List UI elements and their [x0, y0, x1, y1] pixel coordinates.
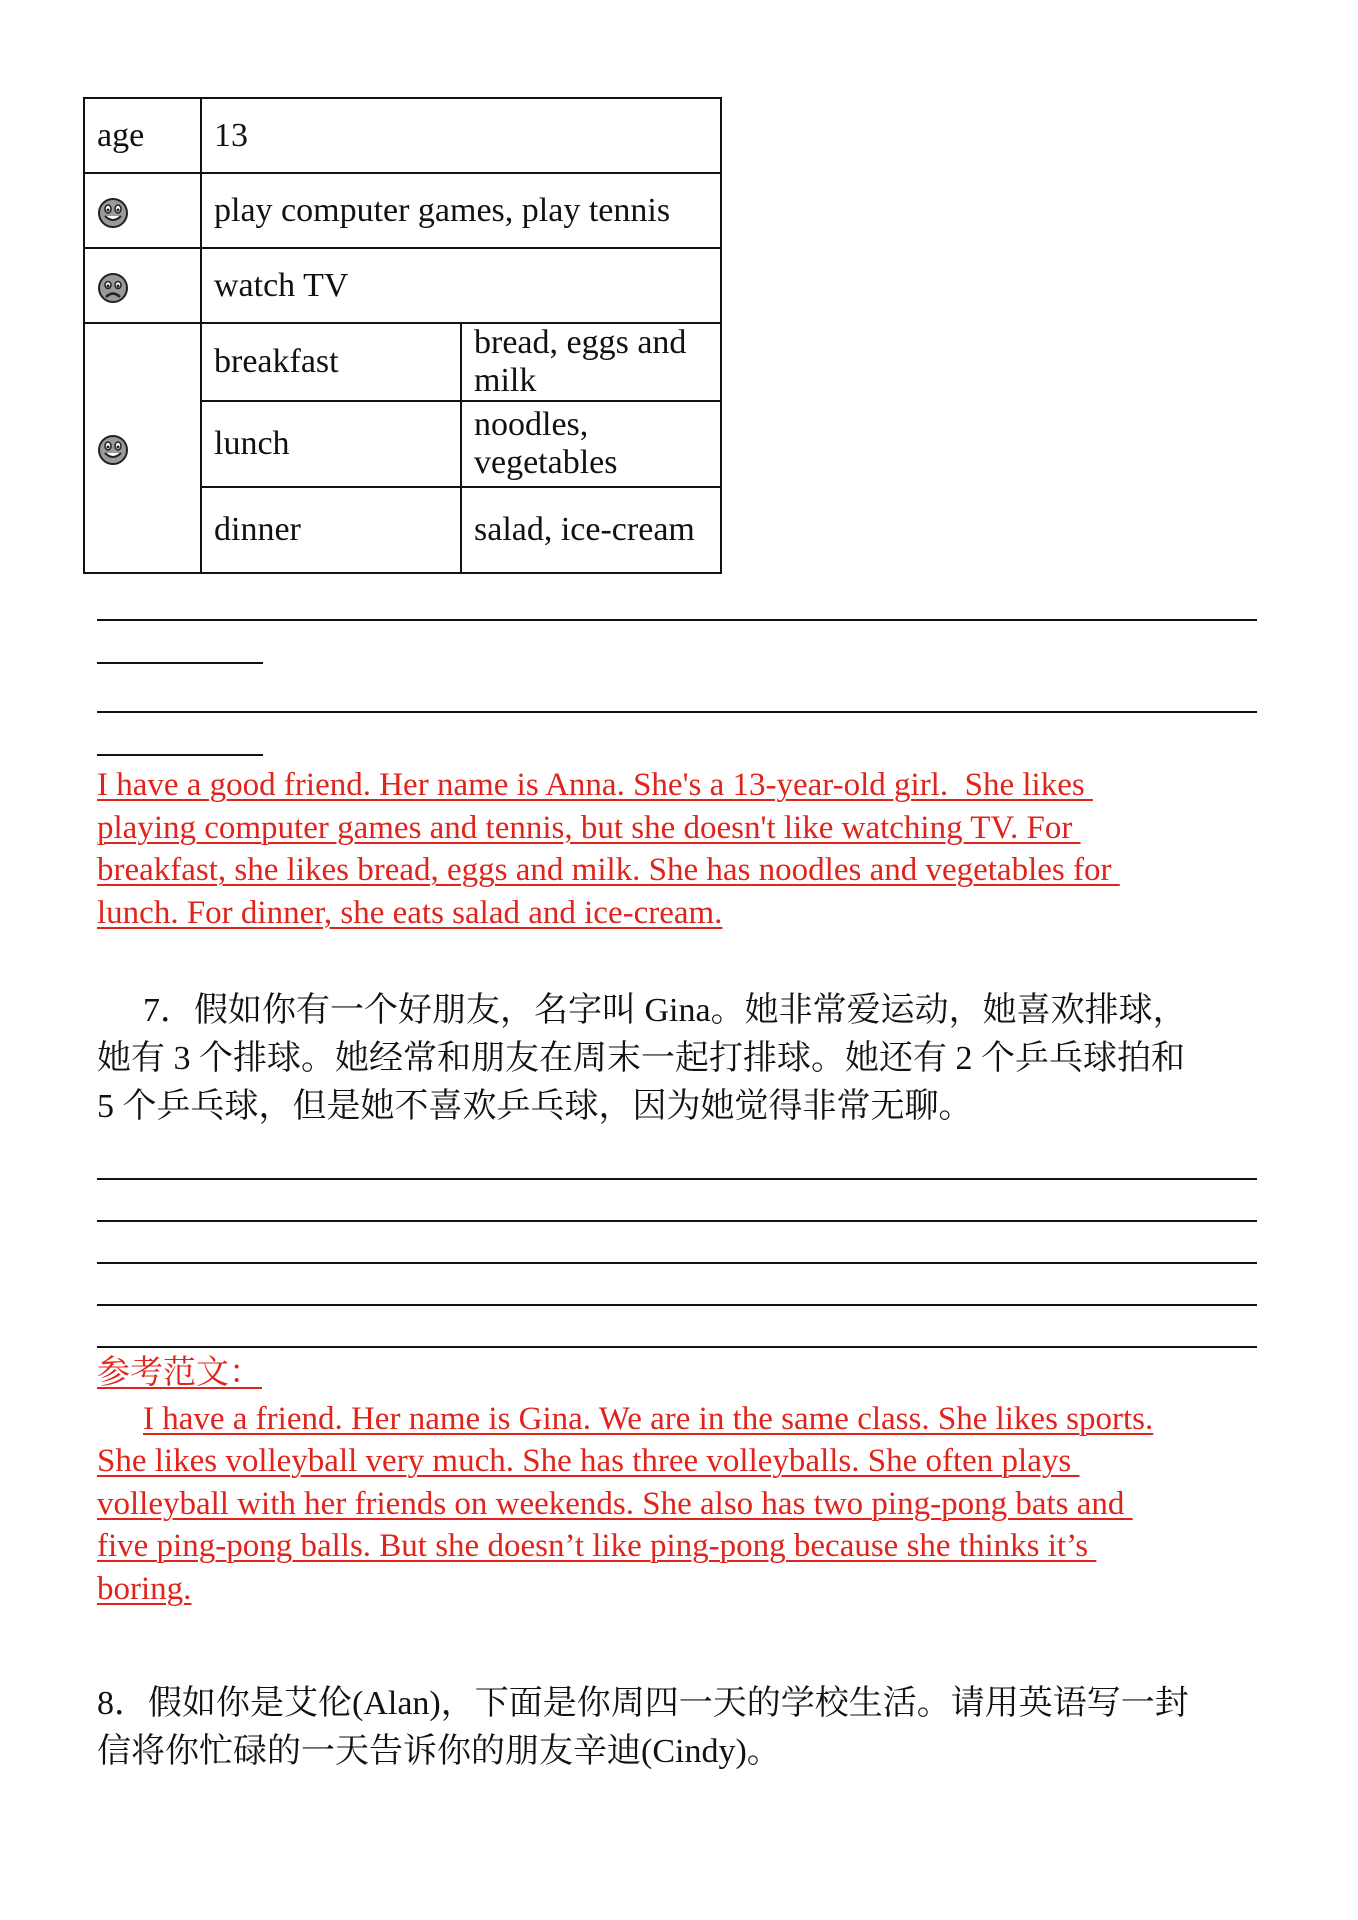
answer-line: [97, 1262, 1257, 1264]
smiley-face-icon: [97, 434, 129, 466]
answer-text-line: I have a good friend. Her name is Anna. She's a 13-year-old girl. She likes: [97, 767, 1093, 803]
answer-text-line: volleyball with her friends on weekends. She also has two ping-pong bats and: [97, 1485, 1133, 1522]
sample-answer-7: [97, 1352, 1153, 1610]
answer-line: [97, 1220, 1257, 1222]
question-7: [97, 987, 1187, 1131]
question-text-line: 8．假如你是艾伦(Alan)，下面是你周四一天的学校生活。请用英语写一封: [97, 1685, 1189, 1722]
sample-answer-heading: 参考范文：: [97, 1355, 262, 1391]
frowning-face-icon: [97, 272, 129, 304]
answer-text-line: playing computer games and tennis, but she doesn't like watching TV. For: [97, 809, 1081, 846]
question-8: [97, 1680, 1189, 1776]
question-text-line: 5 个乒乓球，但是她不喜欢乒乓球，因为她觉得非常无聊。: [97, 1088, 973, 1125]
answer-line: [97, 1346, 1257, 1348]
question-text-line: 信将你忙碌的一天告诉你的朋友辛迪(Cindy)。: [97, 1733, 781, 1770]
meal-food: bread, eggs and milk: [461, 323, 721, 401]
answer-line: [97, 662, 263, 664]
dislikes-value: watch TV: [201, 248, 721, 323]
answer-text-line: She likes volleyball very much. She has three volleyballs. She often plays: [97, 1443, 1080, 1479]
sample-answer-6: [97, 764, 1120, 934]
smiley-face-icon: [97, 197, 129, 229]
table-row: [84, 248, 721, 323]
meal-food: noodles, vegetables: [461, 401, 721, 487]
answer-line: [97, 711, 1257, 713]
answer-line: [97, 1304, 1257, 1306]
answer-line: [97, 754, 263, 756]
question-text-line: 她有 3 个排球。她经常和朋友在周末一起打排球。她还有 2 个乒乓球拍和: [97, 1040, 1185, 1077]
meal-label: dinner: [201, 487, 461, 573]
answer-text-line: I have a friend. Her name is Gina. We are in the same class. She likes sports.: [143, 1400, 1154, 1437]
age-value: 13: [201, 98, 721, 173]
answer-text-line: breakfast, she likes bread, eggs and milk. She has noodles and vegetables for: [97, 852, 1120, 888]
answer-text-line: five ping-pong balls. But she doesn’t like ping-pong because she thinks it’s: [97, 1528, 1097, 1564]
table-row: [84, 173, 721, 248]
answer-text-line: lunch. For dinner, she eats salad and ice-cream.: [97, 894, 723, 931]
answer-line: [97, 619, 1257, 621]
likes-value: play computer games, play tennis: [201, 173, 721, 248]
meal-label: lunch: [201, 401, 461, 487]
answer-line: [97, 1178, 1257, 1180]
age-label: age: [84, 98, 201, 173]
answer-text-line: boring.: [97, 1570, 192, 1607]
meal-food: salad, ice-cream: [461, 487, 721, 573]
table-row: [84, 323, 721, 401]
question-text-line: 7．假如你有一个好朋友，名字叫 Gina。她非常爱运动，她喜欢排球，: [143, 992, 1187, 1029]
table-row: [84, 98, 721, 173]
info-table: [83, 97, 722, 574]
meal-label: breakfast: [201, 323, 461, 401]
